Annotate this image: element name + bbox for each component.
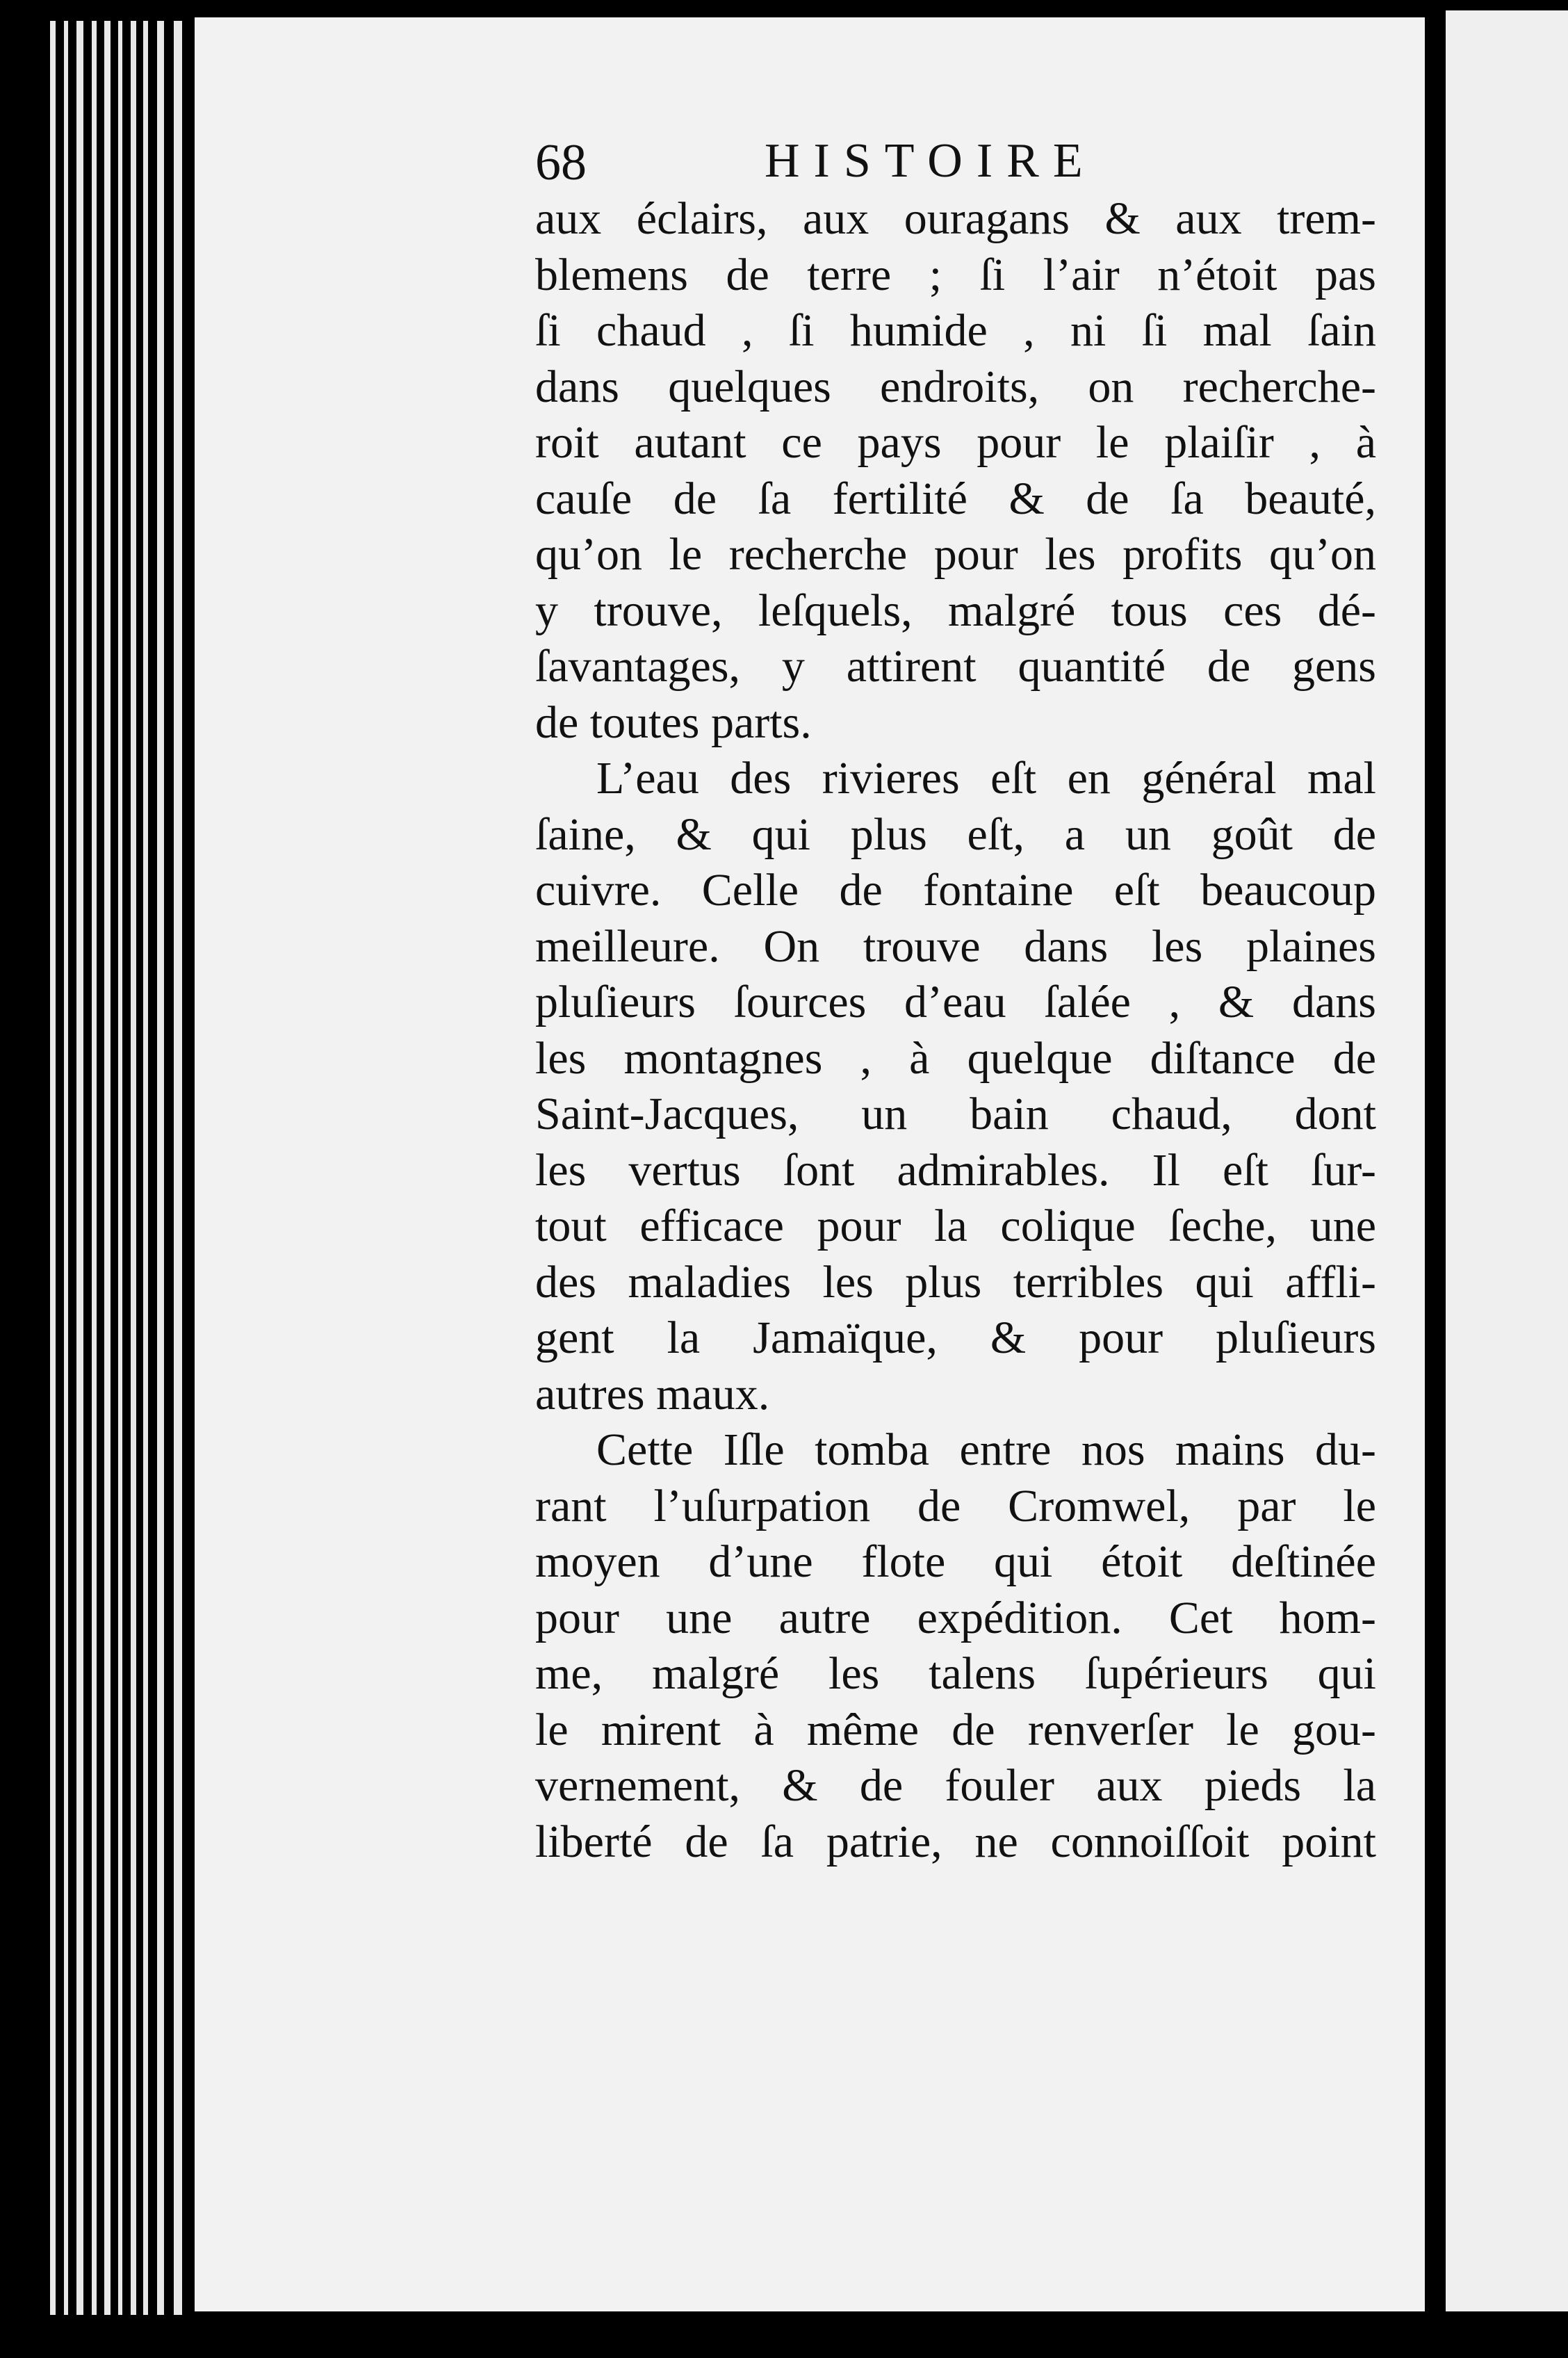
text-line: L’eau des rivieres eſt en général mal xyxy=(596,753,1376,804)
page-edge xyxy=(104,21,111,2315)
text-line: le mirent à même de renverſer le gou- xyxy=(535,1704,1376,1755)
text-line: Cette Iſle tomba entre nos mains du- xyxy=(596,1424,1376,1475)
text-line: ſi chaud , ſi humide , ni ſi mal ſain xyxy=(535,305,1376,356)
text-line: cauſe de ſa fertilité & de ſa beauté, xyxy=(535,473,1376,524)
text-line: pluſieurs ſources d’eau ſalée , & dans xyxy=(535,977,1376,1027)
text-line: liberté de ſa patrie, ne connoiſſoit point xyxy=(535,1816,1376,1867)
page-edge xyxy=(50,21,56,2315)
page-edge xyxy=(143,21,148,2315)
page-edge xyxy=(157,21,164,2315)
page-number: 68 xyxy=(535,134,587,191)
page-edge xyxy=(92,21,97,2315)
page-edge xyxy=(174,21,182,2315)
text-line: autres maux. xyxy=(535,1368,770,1420)
right-page-partial xyxy=(1446,10,1568,2311)
text-line: des maladies les plus terribles qui affli- xyxy=(535,1256,1376,1308)
text-line: blemens de terre ; ſi l’air n’étoit pas xyxy=(535,249,1376,300)
body-text xyxy=(535,191,1376,1870)
text-line: Saint-Jacques, un bain chaud, dont xyxy=(535,1089,1376,1139)
text-line: tout efficace pour la colique ſeche, une xyxy=(535,1201,1376,1251)
text-line: ſavantages, y attirent quantité de gens xyxy=(535,641,1376,692)
text-line: roit autant ce pays pour le plaiſir , à xyxy=(535,417,1376,468)
page-edge xyxy=(64,21,68,2315)
text-line: dans quelques endroits, on recherche- xyxy=(535,361,1376,412)
page-edge xyxy=(118,21,122,2315)
page-edge xyxy=(131,21,136,2315)
text-line: gent la Jamaïque, & pour pluſieurs xyxy=(535,1312,1376,1363)
page-header xyxy=(535,133,1376,196)
book-spine-gap xyxy=(1425,0,1446,2358)
text-line: rant l’uſurpation de Cromwel, par le xyxy=(535,1480,1376,1531)
text-line: moyen d’une flote qui étoit deſtinée xyxy=(535,1536,1376,1587)
text-line: vernement, & de fouler aux pieds la xyxy=(535,1760,1376,1811)
text-line: meilleure. On trouve dans les plaines xyxy=(535,920,1376,972)
text-line: qu’on le recherche pour les profits qu’on xyxy=(535,529,1376,580)
text-line: aux éclairs, aux ouragans & aux trem- xyxy=(535,193,1376,244)
text-line: les vertus ſont admirables. Il eſt ſur- xyxy=(535,1144,1376,1196)
text-line: ſaine, & qui plus eſt, a un goût de xyxy=(535,808,1376,860)
text-line: y trouve, leſquels, malgré tous ces dé- xyxy=(535,585,1376,636)
text-line: les montagnes , à quelque diſtance de xyxy=(535,1032,1376,1084)
text-line: me, malgré les talens ſupérieurs qui xyxy=(535,1648,1376,1699)
text-line: pour une autre expédition. Cet hom- xyxy=(535,1592,1376,1643)
text-line: de toutes parts. xyxy=(535,697,812,748)
page-edge xyxy=(76,21,83,2315)
running-title: HISTOIRE xyxy=(765,134,1097,188)
text-line: cuivre. Celle de fontaine eſt beaucoup xyxy=(535,865,1376,916)
